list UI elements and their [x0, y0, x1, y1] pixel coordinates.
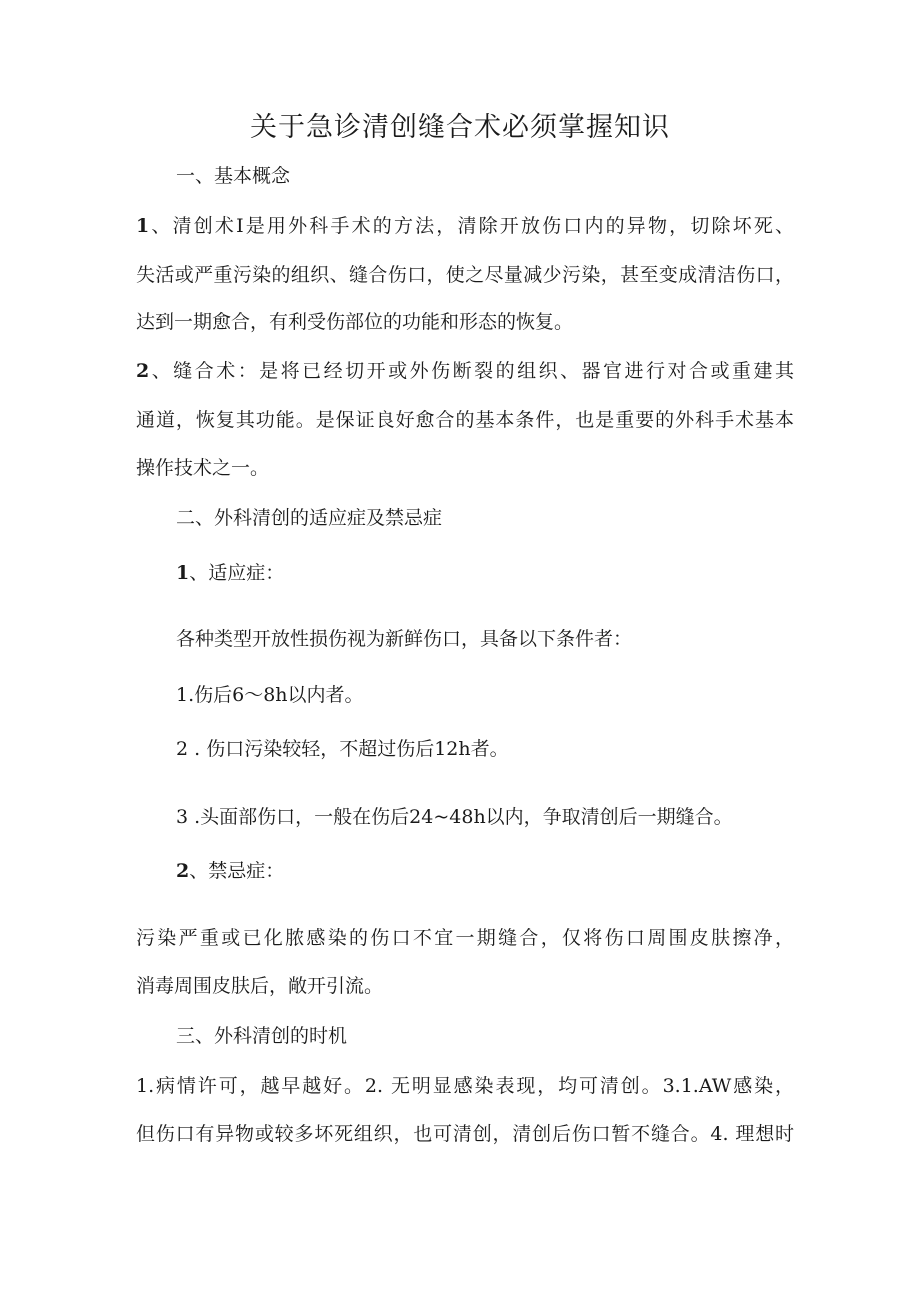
paragraph-suture-line-2: 通道，恢复其功能。是保证良好愈合的基本条件，也是重要的外科手术基本 [136, 409, 794, 431]
contraindication-line-1: 污染严重或已化脓感染的伤口不宜一期缝合，仅将伤口周围皮肤擦净， [136, 927, 794, 949]
item-number: 2 [136, 360, 150, 382]
contraindication-line-2: 消毒周围皮肤后，敞开引流。 [136, 975, 384, 997]
paragraph-debridement-line-2: 失活或严重污染的组织、缝合伤口，使之尽量减少污染，甚至变成清洁伤口， [136, 264, 794, 286]
subheading-label: 、适应症： [189, 562, 285, 584]
timing-line-2: 但伤口有异物或较多坏死组织，也可清创，清创后伤口暂不缝合。4. 理想时 [136, 1123, 794, 1145]
indication-item-3: 3 .头面部伤口，一般在伤后24~48h以内，争取清创后一期缝合。 [176, 806, 733, 828]
paragraph-suture-line-1 [136, 356, 794, 386]
section-heading-timing: 三、外科清创的时机 [176, 1025, 348, 1047]
timing-line-1: 1.病情许可，越早越好。2. 无明显感染表现，均可清创。3.1.AW感染， [136, 1075, 794, 1097]
subheading-indications [176, 558, 284, 588]
subheading-label: 、禁忌症： [189, 860, 285, 882]
indication-item-1: 1.伤后6〜8h以内者。 [176, 684, 364, 706]
item-number: 1 [176, 562, 190, 584]
indication-item-2: 2 . 伤口污染较轻，不超过伤后12h者。 [176, 738, 509, 760]
item-number: 1 [136, 215, 150, 237]
paragraph-debridement-line-3: 达到一期愈合，有利受伤部位的功能和形态的恢复。 [136, 311, 574, 333]
paragraph-text: 、清创术I是用外科手术的方法，清除开放伤口内的异物，切除坏死、 [149, 215, 794, 237]
item-number: 2 [176, 860, 190, 882]
section-heading-basic-concepts: 一、基本概念 [176, 165, 291, 187]
indications-intro: 各种类型开放性损伤视为新鲜伤口，具备以下条件者： [176, 628, 633, 650]
paragraph-suture-line-3: 操作技术之一。 [136, 457, 270, 479]
paragraph-text: 、缝合术：是将已经切开或外伤断裂的组织、器官进行对合或重建其 [149, 360, 794, 382]
subheading-contraindications [176, 856, 284, 886]
section-heading-indications: 二、外科清创的适应症及禁忌症 [176, 507, 443, 529]
paragraph-debridement-line-1 [136, 211, 794, 241]
document-title: 关于急诊清创缝合术必须掌握知识 [250, 112, 670, 143]
